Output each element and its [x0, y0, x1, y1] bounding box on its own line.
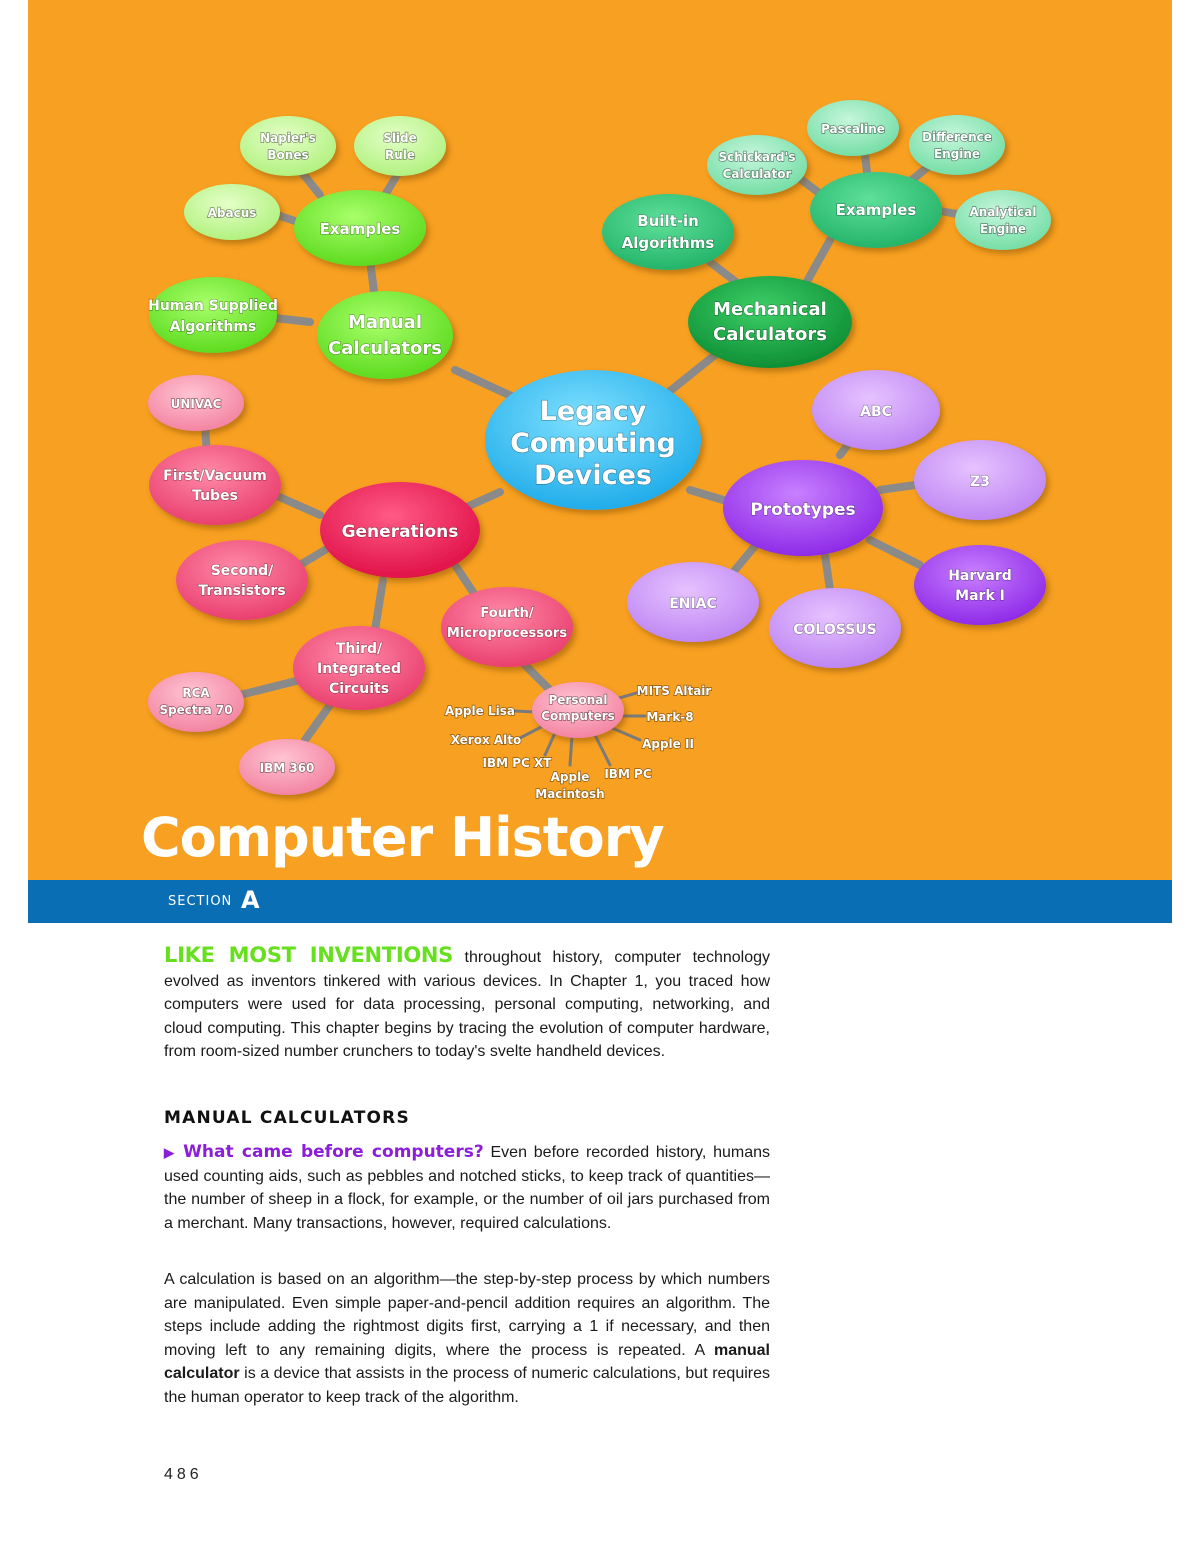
connector-generations-third [375, 580, 383, 630]
svg-text:Fourth/ [480, 606, 533, 621]
svg-text:Human Supplied [148, 298, 278, 314]
svg-text:MITS Altair [637, 684, 712, 698]
svg-text:Microprocessors [447, 626, 567, 641]
apple-mac-line-2: Macintosh [535, 787, 605, 801]
intro-text: throughout history, computer technology evolved as inventors tinkered with various devices. In Chapter 1, you traced how computers were used for data processing, personal computing, networking, and cloud computing. This chapter begins by tracing the evolution of computer hardware, from room-sized number crunchers to today's svelte handheld devices. [164, 949, 771, 1061]
algorithm-text-before: A calculation is based on an algorithm—the step-by-step process by which numbers are manipulated. Even simple paper-and-pencil addition requires an algorithm. The steps include adding the rightmost digits first, carrying a 1 if necessary, and then moving left to any remaining digits, where the process is repeated. A [164, 1271, 770, 1359]
svg-text:Tubes [192, 488, 238, 504]
svg-text:Engine [980, 222, 1026, 236]
intro-paragraph [164, 944, 770, 1064]
second-line-2: Transistors [198, 583, 286, 599]
question-paragraph [164, 1141, 770, 1235]
svg-text:IBM PC XT [483, 756, 553, 770]
svg-text:Z3 [970, 474, 990, 490]
svg-text:Second/ [211, 563, 274, 579]
spoke-ibm-pc-xt [545, 733, 555, 755]
builtin-line-1: Built-in [637, 212, 699, 230]
connector-third-ibm360 [305, 705, 330, 740]
fourth-line-2: Microprocessors [446, 626, 568, 641]
apple-mac-line-1: Apple [550, 770, 590, 784]
svg-text:Bones [267, 148, 308, 162]
apple-ii-label: Apple II [642, 737, 694, 751]
human-line-2: Algorithms [169, 319, 257, 335]
rca-line-2: Spectra 70 [159, 703, 233, 717]
page-number: 486 [164, 1466, 203, 1483]
svg-text:ABC [860, 404, 892, 420]
svg-text:Integrated [317, 661, 401, 677]
question-paragraph-text: Even before recorded history, humans used counting aids, such as pebbles and notched sticks, to keep track of quantities—the number of sheep in a flock, for example, or the number of oil jars purchased from a merchant. Many transactions, however, required calculations. [164, 1144, 771, 1232]
first-vacuum-tubes-node [149, 445, 281, 525]
manual-examples-label: Examples [319, 220, 401, 238]
abacus-label: Abacus [207, 206, 257, 220]
svg-text:Prototypes [750, 500, 855, 520]
svg-text:Built-in [637, 212, 699, 230]
harvard-line-2: Mark I [955, 588, 1005, 604]
svg-text:Generations [342, 522, 459, 542]
svg-text:ENIAC [669, 596, 717, 612]
connector-mechanical-examples [805, 240, 830, 285]
svg-text:Examples [320, 220, 401, 238]
svg-text:Engine [934, 147, 980, 161]
second-transistors-node [176, 540, 308, 620]
svg-text:IBM PC [604, 767, 652, 781]
spoke-xerox-alto [520, 725, 545, 738]
connector-third-rca [240, 680, 300, 695]
algorithm-text-after: is a device that assists in the process of numeric calculations, but requires the human operator to keep track of the algorithm. [164, 1365, 770, 1406]
section-label: SECTION [168, 894, 233, 909]
mechanical-examples-label: Examples [835, 201, 917, 219]
manual-line-1: Manual [347, 312, 423, 333]
apple-lisa-label: Apple Lisa [445, 704, 515, 718]
spoke-apple-ii [612, 728, 640, 740]
univac-label: UNIVAC [170, 397, 222, 411]
spoke-apple-mac [570, 736, 572, 765]
intro-lead-in: LIKE MOST INVENTIONS [164, 943, 454, 967]
connector-generations-second [300, 550, 325, 565]
mechanical-line-1: Mechanical [713, 299, 827, 320]
mechanical-examples-node [810, 172, 942, 248]
svg-text:Algorithms [170, 319, 257, 335]
analytical-engine-node [955, 190, 1051, 250]
abc-node [812, 370, 940, 450]
svg-text:Spectra 70 [159, 703, 232, 717]
schickards-calculator-node [707, 135, 807, 195]
svg-text:Algorithms [622, 234, 715, 252]
univac-node [148, 375, 244, 431]
svg-text:UNIVAC [171, 397, 222, 411]
connector-prototypes-harvard [870, 540, 920, 565]
napiers-bones-node [240, 116, 336, 176]
svg-text:Schickard's [719, 150, 796, 164]
svg-text:Napier's [260, 131, 316, 145]
svg-text:Devices [534, 460, 652, 491]
pascaline-label: Pascaline [821, 122, 885, 136]
svg-text:Difference [922, 130, 992, 144]
connector-generations-first [275, 495, 320, 515]
svg-text:COLOSSUS [793, 622, 877, 638]
analytical-line-2: Engine [979, 222, 1027, 236]
ibm-360-node [239, 739, 335, 795]
svg-text:Calculator [723, 167, 792, 181]
abc-label: ABC [860, 404, 892, 420]
svg-text:Transistors [198, 583, 285, 599]
eniac-label: ENIAC [669, 596, 717, 612]
mind-map [28, 0, 1172, 880]
center-line-2: Computing [510, 428, 676, 459]
svg-text:IBM 360 [260, 761, 315, 775]
legacy-computing-devices-node [485, 370, 701, 510]
connector-examples-abacus [277, 215, 298, 222]
svg-text:Apple II [642, 737, 694, 751]
manual-calculator-term: manual calculator [164, 1341, 770, 1383]
human-supplied-algorithms-node [148, 277, 278, 353]
svg-text:Computing [510, 428, 676, 459]
analytical-line-1: Analytical [969, 205, 1037, 219]
svg-text:Harvard [948, 568, 1012, 584]
human-line-1: Human Supplied [148, 298, 278, 314]
mechanical-line-2: Calculators [713, 324, 827, 345]
svg-text:Abacus [208, 206, 257, 220]
third-integrated-circuits-node [293, 626, 425, 710]
svg-text:Xerox Alto [451, 733, 522, 747]
svg-text:Manual [348, 312, 422, 333]
svg-text:Third/ [336, 641, 383, 657]
svg-text:Legacy [540, 396, 647, 427]
manual-calculators-node [317, 291, 453, 379]
svg-text:Slide [383, 131, 417, 145]
question-arrow-icon: ▶ [164, 1145, 177, 1160]
difference-engine-node [909, 115, 1005, 175]
z3-label: Z3 [970, 474, 990, 490]
mark8-label: Mark-8 [646, 710, 694, 724]
svg-text:Computers [541, 709, 615, 723]
slide-line-1: Slide [383, 131, 417, 145]
svg-text:Personal [549, 693, 608, 707]
svg-text:Apple Lisa [445, 704, 515, 718]
xerox-alto-label: Xerox Alto [450, 733, 522, 747]
connector-prototypes-colossus [825, 555, 830, 590]
third-line-1: Third/ [335, 641, 383, 657]
connector-manual-human [275, 318, 310, 322]
builtin-line-2: Algorithms [621, 234, 715, 252]
personal-line-2: Computers [541, 709, 615, 723]
colossus-label: COLOSSUS [793, 622, 877, 638]
abacus-node [184, 184, 280, 240]
ibm-pc-xt-label: IBM PC XT [482, 756, 552, 770]
first-line-2: Tubes [192, 488, 238, 504]
svg-text:Apple [551, 770, 590, 784]
svg-text:Mechanical [713, 299, 827, 320]
manual-line-2: Calculators [328, 338, 442, 359]
prototypes-label: Prototypes [750, 500, 856, 520]
ibm-pc-label: IBM PC [604, 767, 652, 781]
harvard-line-1: Harvard [948, 568, 1012, 584]
spoke-ibm-pc [595, 735, 610, 765]
mits-altair-label: MITS Altair [636, 684, 712, 698]
colossus-node [769, 588, 901, 668]
schickard-line-2: Calculator [722, 167, 792, 181]
personal-computers-node [532, 682, 624, 738]
prototypes-node [723, 460, 883, 556]
svg-text:Pascaline [821, 122, 885, 136]
napiers-line-2: Bones [267, 148, 309, 162]
first-line-1: First/Vacuum [163, 468, 267, 484]
z3-node [914, 440, 1046, 520]
manual-examples-node [294, 190, 426, 266]
slide-line-2: Rule [384, 148, 416, 162]
svg-text:Analytical [969, 205, 1036, 219]
svg-text:Circuits [329, 681, 389, 697]
chapter-title: Computer History [141, 806, 664, 869]
ibm360-label: IBM 360 [259, 761, 315, 775]
generations-label: Generations [341, 522, 459, 542]
fourth-line-1: Fourth/ [480, 606, 534, 621]
connector-center-mechanical [665, 355, 715, 395]
svg-text:RCA [182, 686, 210, 700]
manual-calculators-heading: MANUAL CALCULATORS [164, 1108, 410, 1128]
rca-line-1: RCA [182, 686, 210, 700]
connector-prototypes-z3 [880, 485, 915, 490]
difference-line-2: Engine [933, 147, 981, 161]
personal-line-1: Personal [548, 693, 608, 707]
section-letter: A [241, 886, 260, 914]
svg-text:First/Vacuum [163, 468, 267, 484]
svg-text:Calculators [328, 338, 442, 359]
section-bar [28, 880, 1172, 923]
fourth-microprocessors-node [441, 587, 573, 667]
chapter-banner [28, 0, 1172, 880]
generations-node [320, 482, 480, 578]
algorithm-paragraph [164, 1268, 770, 1410]
built-in-algorithms-node [602, 194, 734, 270]
third-line-2: Integrated [317, 661, 401, 677]
slide-rule-node [354, 116, 446, 176]
svg-text:Mark-8 [646, 710, 693, 724]
pascaline-node [807, 100, 899, 156]
napiers-line-1: Napier's [260, 131, 316, 145]
rca-spectra-70-node [148, 672, 244, 732]
connector-generations-fourth [455, 565, 475, 595]
mechanical-calculators-node [688, 276, 852, 368]
svg-text:Macintosh [535, 787, 604, 801]
spoke-apple-lisa [515, 711, 535, 712]
third-line-3: Circuits [328, 681, 390, 697]
svg-text:Calculators [713, 324, 827, 345]
eniac-node [627, 562, 759, 642]
svg-text:Rule [385, 148, 415, 162]
question-heading: What came before computers? [183, 1142, 484, 1162]
svg-text:Mark I [955, 588, 1005, 604]
schickard-line-1: Schickard's [718, 150, 796, 164]
center-line-3: Devices [534, 460, 652, 491]
svg-text:Examples [836, 201, 917, 219]
center-line-1: Legacy [539, 396, 647, 427]
second-line-1: Second/ [210, 563, 274, 579]
harvard-mark-i-node [914, 545, 1046, 625]
difference-line-1: Difference [922, 130, 992, 144]
